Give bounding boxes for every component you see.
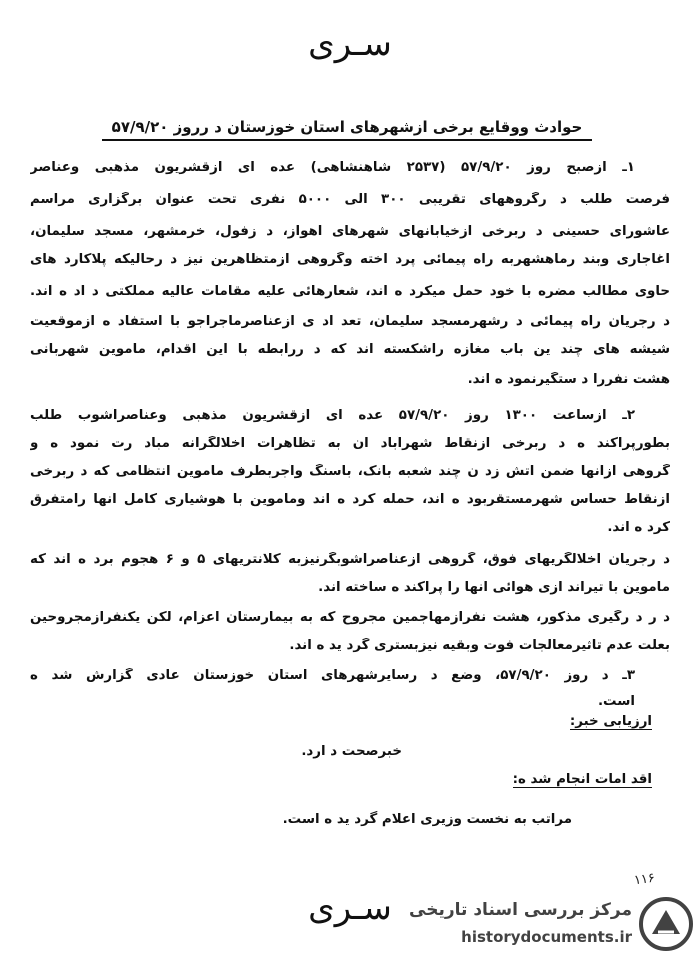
document-title: حوادث ووقایع برخی ازشهرهای استان خوزستان د رروز ۵۷/۹/۲۰ xyxy=(102,118,592,141)
paragraph5-line: است. xyxy=(597,694,635,709)
margin-page-number: ۱۱۶ xyxy=(633,870,656,889)
actions-label xyxy=(513,772,652,787)
watermark-url: historydocuments.ir xyxy=(461,928,632,946)
actions-text: مراتب به نخست وزیری اعلام گرد ید ه است. xyxy=(282,812,572,827)
paragraph1-line: عاشورای حسینی د ربرخی ازخیابانهای شهرهای اهواز، د زفول، خرمشهر، مسجد سلیمان، xyxy=(30,224,670,239)
paragraph2-line: ۲ـ ازساعت ۱۳۰۰ روز ۵۷/۹/۲۰ عده ای ازقشریون مذهبی وعناصرآشوب طلب xyxy=(30,408,635,423)
actions-label-text: اقد امات انجام شد ه: xyxy=(512,772,652,787)
paragraph1-line: حاوی مطالب مضره با خود حمل میکرد ه اند، شعارهائی علیه مقامات عالیه مملکتی د اد ه اند. xyxy=(30,284,670,299)
paragraph1-line: فرصت طلب د رگروههای تقریبی ۳۰۰ الی ۵۰۰۰ نفری تحت عنوان برگزاری مراسم xyxy=(30,192,670,207)
source-assessment: خبرصحت د ارد. xyxy=(301,744,402,759)
archive-logo-icon xyxy=(638,896,694,952)
paragraph1-line: ۱ـ ازصبح روز ۵۷/۹/۲۰ (۲۵۳۷ شاهنشاهی) عده ای ازقشریون مذهبی وعناصر xyxy=(30,160,635,175)
paragraph3-line: ماموین با تیراند ازی هوائی آنها را پراکند ه ساخته اند. xyxy=(318,580,670,595)
classification-top: سـرى xyxy=(308,24,392,64)
paragraph3-line: د رجریان اخلالگریهای فوق، گروهی ازعناصرآشوبگرنیزبه کلانتریهای ۵ و ۶ هجوم برد ه اند که xyxy=(30,552,670,567)
paragraph1-line: شیشه های چند ین باب مغازه راشکسته اند که د ررابطه با این اقدام، ماموین شهربانی xyxy=(30,342,670,357)
paragraph1-line: هشت نفررا د ستگیرنمود ه اند. xyxy=(467,372,670,387)
paragraph5-line: ۳ـ د روز ۵۷/۹/۲۰، وضع د رسایرشهرهای استان خوزستان عادی گزارش شد ه xyxy=(30,668,635,683)
paragraph4-line: بعلت عدم تاثیرمعالجات فوت وبقیه نیزبستری گرد ید ه اند. xyxy=(289,638,670,653)
evaluation-label-text: ارزیابی خبر: xyxy=(569,714,652,729)
watermark-name: مرکز بررسی اسناد تاریخی xyxy=(409,900,632,920)
paragraph1-line: د رجریان راه پیمائی د رشهرمسجد سلیمان، تعد اد ی ازعناصرماجراجو با استفاد ه ازموقعیت xyxy=(30,314,670,329)
paragraph4-line: د ر د رگیری مذکور، هشت نفرازمهاجمین مجروح که به بیمارستان اعزام، لکن یکنفرازمجروحین xyxy=(30,610,670,625)
paragraph1-line: آغاجاری وبند رماهشهربه راه پیمائی پرد اخته وگروهی ازمتظاهرین نیز د رحالیکه پلاکارد های xyxy=(30,252,670,267)
paragraph2-line: ازنقاط حساس شهرمستقربود ه اند، حمله کرد ه اند وماموین با هوشیاری کامل آنها رامتفرق xyxy=(30,492,670,507)
watermark xyxy=(410,888,694,960)
paragraph2-line: بطورپراکند ه د ربرخی ازنقاط شهرآباد ان به تظاهرات اخلالگرانه مباد رت نمود ه و xyxy=(30,436,670,451)
paragraph2-line: گروهی ازآنها ضمن آتش زد ن چند شعبه بانک، باسنگ وآجربطرف ماموین انتظامی که د ربرخی xyxy=(30,464,670,479)
classification-bottom: سـرى xyxy=(308,888,392,928)
evaluation-label xyxy=(570,714,652,729)
paragraph2-line: کرد ه اند. xyxy=(607,520,670,535)
